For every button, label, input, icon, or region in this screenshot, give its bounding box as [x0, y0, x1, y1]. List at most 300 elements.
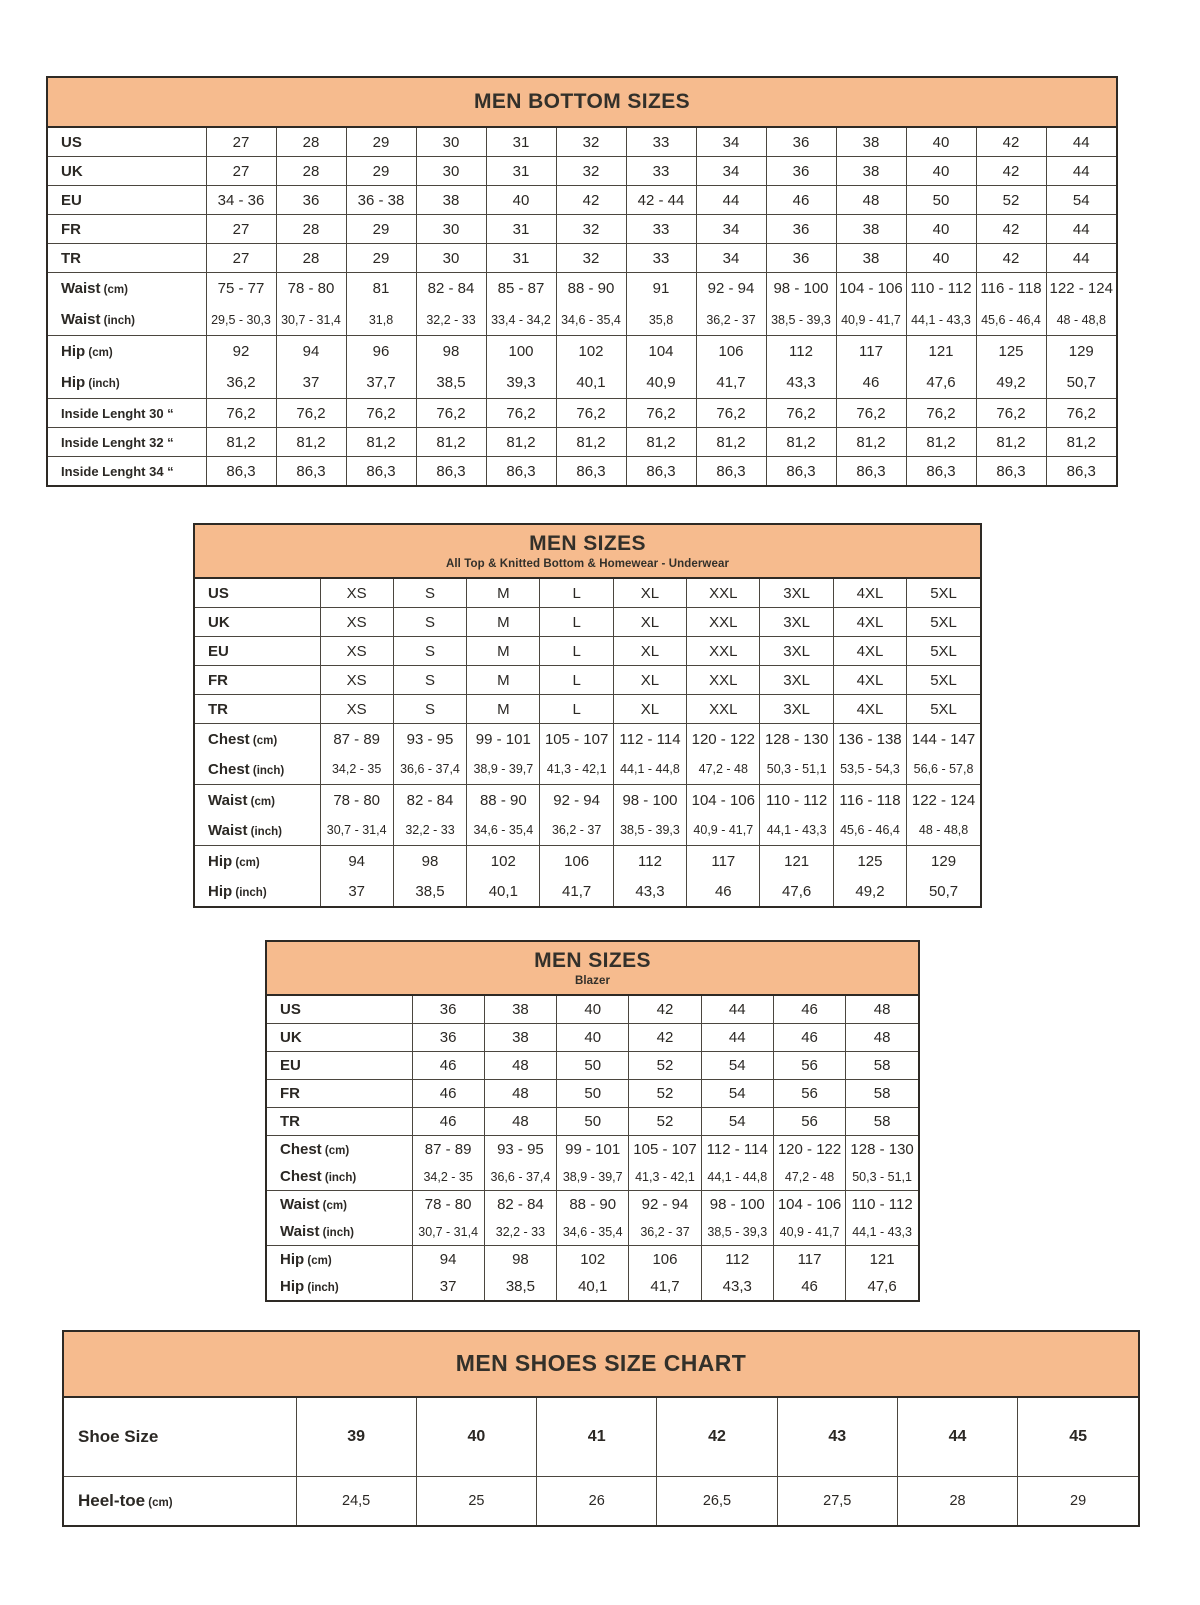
row-label: Chest (inch) [267, 1163, 412, 1191]
table-title: MEN SHOES SIZE CHART [455, 1350, 747, 1377]
men-shoes-size-chart-header [64, 1332, 1138, 1398]
value-cell: 48 - 48,8 [907, 815, 980, 846]
value-cell: 98 [393, 846, 466, 877]
table-row [48, 399, 1116, 428]
value-cell: 40,9 - 41,7 [836, 304, 906, 336]
value-cell: 76,2 [416, 399, 486, 428]
value-cell: 33 [626, 128, 696, 157]
value-cell: 76,2 [1046, 399, 1116, 428]
value-cell: 44 [1046, 244, 1116, 273]
table-row [267, 1218, 918, 1246]
value-cell: 98 [416, 336, 486, 368]
table-row [64, 1398, 1138, 1477]
value-cell: 81,2 [206, 428, 276, 457]
value-cell: 110 - 112 [760, 785, 833, 816]
value-cell: 112 [613, 846, 686, 877]
value-cell: 116 - 118 [976, 273, 1046, 305]
value-cell: 38,9 - 39,7 [557, 1163, 629, 1191]
value-cell: 50,3 - 51,1 [846, 1163, 918, 1191]
value-cell: 38,9 - 39,7 [467, 754, 540, 785]
value-cell: 44,1 - 43,3 [760, 815, 833, 846]
value-cell: 128 - 130 [850, 1141, 914, 1158]
value-cell: 94 [276, 336, 346, 368]
value-cell: 86,3 [836, 457, 906, 486]
value-cell: 58 [846, 1080, 918, 1108]
value-cell: 46 [836, 367, 906, 399]
value-cell: 53,5 - 54,3 [833, 754, 906, 785]
value-cell: 76,2 [626, 399, 696, 428]
table-row [267, 996, 918, 1024]
row-label: Inside Lenght 30 “ [48, 399, 206, 428]
value-cell: 40,9 - 41,7 [773, 1218, 845, 1246]
value-cell: 81,2 [836, 428, 906, 457]
row-label: Inside Lenght 32 “ [48, 428, 206, 457]
value-cell: 40,1 [467, 876, 540, 906]
row-label: US [195, 579, 320, 608]
row-label: UK [195, 608, 320, 637]
value-cell: 48 - 48,8 [1046, 304, 1116, 336]
value-cell: 92 - 94 [540, 785, 613, 816]
value-cell: 4XL [833, 579, 906, 608]
value-cell: 42 [657, 1398, 777, 1477]
table-row [267, 1052, 918, 1080]
value-cell: 32 [556, 128, 626, 157]
value-cell: 38 [836, 157, 906, 186]
value-cell: 104 - 106 [687, 785, 760, 816]
value-cell: 54 [701, 1080, 773, 1108]
value-cell: 45,6 - 46,4 [833, 815, 906, 846]
value-cell: 54 [701, 1052, 773, 1080]
value-cell: 38 [836, 128, 906, 157]
value-cell: 40 [906, 244, 976, 273]
value-cell: M [467, 637, 540, 666]
row-label: Hip (cm) [48, 336, 206, 368]
value-cell: 44,1 - 44,8 [613, 754, 686, 785]
value-cell: 36 [412, 996, 484, 1024]
table-row [195, 754, 980, 785]
value-cell: 125 [833, 846, 906, 877]
value-cell: 26,5 [657, 1477, 777, 1526]
value-cell: 33,4 - 34,2 [486, 304, 556, 336]
value-cell: 36 [766, 244, 836, 273]
value-cell: XXL [687, 637, 760, 666]
row-label: FR [48, 215, 206, 244]
value-cell: 120 - 122 [687, 724, 760, 755]
value-cell: 56 [773, 1108, 845, 1136]
value-cell: 29 [346, 157, 416, 186]
value-cell: XL [613, 579, 686, 608]
value-cell: 38,5 - 39,3 [701, 1218, 773, 1246]
value-cell: 48 [846, 996, 918, 1024]
value-cell: 29 [346, 215, 416, 244]
row-label: Hip (cm) [195, 846, 320, 877]
value-cell: XL [613, 637, 686, 666]
table-row [48, 157, 1116, 186]
value-cell: 106 [540, 846, 613, 877]
table-row [64, 1477, 1138, 1526]
row-label: Waist (cm) [48, 273, 206, 305]
row-label: UK [48, 157, 206, 186]
value-cell: 48 [484, 1108, 556, 1136]
value-cell: 46 [412, 1108, 484, 1136]
value-cell: 99 - 101 [467, 724, 540, 755]
value-cell: 96 [346, 336, 416, 368]
value-cell: 122 - 124 [911, 791, 976, 809]
value-cell: L [540, 608, 613, 637]
value-cell: 38,5 [484, 1273, 556, 1300]
value-cell: 45,6 - 46,4 [976, 304, 1046, 336]
value-cell: 47,2 - 48 [687, 754, 760, 785]
value-cell: 105 - 107 [629, 1136, 701, 1164]
value-cell: 117 [836, 336, 906, 368]
value-cell: 81,2 [906, 428, 976, 457]
value-cell: 76,2 [976, 399, 1046, 428]
value-cell: 38 [416, 186, 486, 215]
table-row [48, 244, 1116, 273]
row-label: US [48, 128, 206, 157]
value-cell: L [540, 579, 613, 608]
value-cell: 27 [206, 157, 276, 186]
value-cell: 38 [484, 996, 556, 1024]
value-cell: 34,6 - 35,4 [556, 304, 626, 336]
value-cell: 52 [629, 1080, 701, 1108]
value-cell: 76,2 [556, 399, 626, 428]
value-cell: 86,3 [626, 457, 696, 486]
value-cell: 75 - 77 [206, 273, 276, 305]
value-cell: 36 - 38 [346, 186, 416, 215]
value-cell: 44 [701, 996, 773, 1024]
value-cell: 3XL [760, 695, 833, 724]
value-cell: 81,2 [276, 428, 346, 457]
value-cell: 102 [557, 1246, 629, 1274]
table-row [195, 579, 980, 608]
table-row [48, 457, 1116, 486]
value-cell: 3XL [760, 608, 833, 637]
value-cell: XXL [687, 579, 760, 608]
value-cell: 81,2 [486, 428, 556, 457]
value-cell: 45 [1018, 1398, 1138, 1477]
value-cell: M [467, 666, 540, 695]
value-cell: 112 - 114 [613, 724, 686, 755]
table-row [195, 637, 980, 666]
value-cell: 37 [320, 876, 393, 906]
value-cell: 34,2 - 35 [320, 754, 393, 785]
value-cell: XXL [687, 695, 760, 724]
value-cell: 81,2 [556, 428, 626, 457]
value-cell: 44 [696, 186, 766, 215]
value-cell: 88 - 90 [556, 273, 626, 305]
table-title: MEN SIZES [529, 532, 646, 556]
value-cell: 38,5 - 39,3 [613, 815, 686, 846]
row-label: Hip (inch) [195, 876, 320, 906]
table-row [48, 336, 1116, 368]
value-cell: 76,2 [696, 399, 766, 428]
value-cell: 5XL [907, 695, 980, 724]
value-cell: 76,2 [206, 399, 276, 428]
value-cell: 36,6 - 37,4 [484, 1163, 556, 1191]
value-cell: 44 [1046, 215, 1116, 244]
value-cell: 46 [773, 1273, 845, 1300]
value-cell: 33 [626, 215, 696, 244]
value-cell: L [540, 666, 613, 695]
value-cell: 56,6 - 57,8 [907, 754, 980, 785]
men-shoes-size-chart-table [62, 1330, 1140, 1527]
value-cell: 42 [629, 996, 701, 1024]
value-cell: 50 [557, 1080, 629, 1108]
value-cell: 50 [557, 1052, 629, 1080]
value-cell: 31 [486, 128, 556, 157]
value-cell: 4XL [833, 608, 906, 637]
value-cell: 105 - 107 [540, 724, 613, 755]
value-cell: 117 [773, 1246, 845, 1274]
value-cell: 28 [276, 244, 346, 273]
value-cell: 32 [556, 157, 626, 186]
value-cell: 88 - 90 [557, 1191, 629, 1219]
value-cell: 29 [1070, 1493, 1087, 1509]
value-cell: 76,2 [486, 399, 556, 428]
table-row [195, 666, 980, 695]
row-label: EU [267, 1052, 412, 1080]
value-cell: 94 [320, 846, 393, 877]
value-cell: 34 [696, 157, 766, 186]
value-cell: 54 [701, 1108, 773, 1136]
value-cell: 3XL [760, 579, 833, 608]
value-cell: 33 [626, 244, 696, 273]
value-cell: 27,5 [777, 1477, 897, 1526]
value-cell: 40 [416, 1398, 536, 1477]
value-cell: 78 - 80 [276, 273, 346, 305]
value-cell: 36 [276, 186, 346, 215]
value-cell: 47,6 [867, 1278, 897, 1295]
table-subtitle: All Top & Knitted Bottom & Homewear - Underwear [445, 557, 730, 570]
value-cell: 5XL [907, 608, 980, 637]
row-label: Heel-toe (cm) [64, 1477, 296, 1526]
men-sizes-top-grid [195, 579, 980, 906]
value-cell: 36 [766, 157, 836, 186]
value-cell: 38,5 - 39,3 [766, 304, 836, 336]
value-cell: 34 [696, 128, 766, 157]
value-cell: XS [320, 579, 393, 608]
value-cell: 44 [1046, 157, 1116, 186]
value-cell: 34,6 - 35,4 [557, 1218, 629, 1246]
value-cell: 93 - 95 [393, 724, 466, 755]
value-cell: 50 [557, 1108, 629, 1136]
value-cell: 112 [701, 1246, 773, 1274]
value-cell: 121 [760, 846, 833, 877]
value-cell: 40,1 [556, 367, 626, 399]
row-label: Waist (cm) [267, 1191, 412, 1219]
value-cell: 104 [626, 336, 696, 368]
value-cell: 38 [836, 215, 906, 244]
men-sizes-top-header [195, 525, 980, 579]
value-cell: 86,3 [1066, 462, 1096, 480]
value-cell: 42 [976, 128, 1046, 157]
value-cell: 36,2 - 37 [696, 304, 766, 336]
value-cell: 37 [276, 367, 346, 399]
value-cell: 47,6 [906, 367, 976, 399]
value-cell: L [540, 695, 613, 724]
value-cell: 76,2 [276, 399, 346, 428]
value-cell: 40,9 [626, 367, 696, 399]
value-cell: 40,9 - 41,7 [687, 815, 760, 846]
value-cell: 81 [346, 273, 416, 305]
table-row [267, 1273, 918, 1300]
row-label: Waist (inch) [267, 1218, 412, 1246]
value-cell: 104 - 106 [836, 273, 906, 305]
value-cell: 52 [629, 1052, 701, 1080]
value-cell: 28 [276, 157, 346, 186]
value-cell: 44 [1046, 128, 1116, 157]
value-cell: 41,3 - 42,1 [540, 754, 613, 785]
value-cell: 46 [766, 186, 836, 215]
value-cell: 25 [416, 1477, 536, 1526]
row-label: EU [48, 186, 206, 215]
value-cell: 28 [897, 1477, 1017, 1526]
value-cell: 28 [276, 128, 346, 157]
value-cell: 27 [206, 244, 276, 273]
value-cell: 81,2 [346, 428, 416, 457]
value-cell: 40 [486, 186, 556, 215]
value-cell: 144 - 147 [911, 730, 976, 748]
value-cell: XS [320, 637, 393, 666]
value-cell: 30 [416, 128, 486, 157]
value-cell: 46 [773, 1024, 845, 1052]
value-cell: S [393, 695, 466, 724]
men-bottom-sizes-grid [48, 128, 1116, 485]
table-row [267, 1136, 918, 1164]
value-cell: 5XL [907, 579, 980, 608]
value-cell: 5XL [907, 666, 980, 695]
value-cell: 106 [629, 1246, 701, 1274]
value-cell: XL [613, 608, 686, 637]
row-label: Hip (inch) [48, 367, 206, 399]
value-cell: 76,2 [836, 399, 906, 428]
men-bottom-sizes-table [46, 76, 1118, 487]
value-cell: 122 - 124 [1049, 280, 1113, 297]
table-row [48, 428, 1116, 457]
value-cell: 36 [766, 128, 836, 157]
value-cell: 52 [629, 1108, 701, 1136]
value-cell: S [393, 637, 466, 666]
value-cell: 30,7 - 31,4 [320, 815, 393, 846]
value-cell: 30,7 - 31,4 [412, 1218, 484, 1246]
value-cell: XS [320, 666, 393, 695]
value-cell: 82 - 84 [484, 1191, 556, 1219]
value-cell: 87 - 89 [412, 1136, 484, 1164]
value-cell: 91 [626, 273, 696, 305]
value-cell: M [467, 579, 540, 608]
table-row [48, 273, 1116, 305]
value-cell: 3XL [760, 666, 833, 695]
value-cell: 39,3 [486, 367, 556, 399]
value-cell: 86,3 [766, 457, 836, 486]
value-cell: 5XL [907, 637, 980, 666]
value-cell: XXL [687, 608, 760, 637]
value-cell: 86,3 [416, 457, 486, 486]
value-cell: 78 - 80 [412, 1191, 484, 1219]
row-label: Inside Lenght 34 “ [48, 457, 206, 486]
value-cell: 48 [846, 1024, 918, 1052]
value-cell: 42 [629, 1024, 701, 1052]
value-cell: 31 [486, 215, 556, 244]
value-cell: 82 - 84 [416, 273, 486, 305]
value-cell: 86,3 [486, 457, 556, 486]
value-cell: 120 - 122 [773, 1136, 845, 1164]
value-cell: 44 [897, 1398, 1017, 1477]
table-row [195, 846, 980, 877]
value-cell: 42 [556, 186, 626, 215]
value-cell: 86,3 [346, 457, 416, 486]
value-cell: 29,5 - 30,3 [206, 304, 276, 336]
value-cell: 30,7 - 31,4 [276, 304, 346, 336]
men-sizes-blazer-header [267, 942, 918, 996]
value-cell: 110 - 112 [906, 273, 976, 305]
value-cell: 31,8 [346, 304, 416, 336]
value-cell: 46 [773, 996, 845, 1024]
value-cell: 92 - 94 [629, 1191, 701, 1219]
value-cell: XS [320, 695, 393, 724]
value-cell: 24,5 [296, 1477, 416, 1526]
value-cell: 42 [976, 244, 1046, 273]
value-cell: 30 [416, 157, 486, 186]
value-cell: 32,2 - 33 [416, 304, 486, 336]
value-cell: 44,1 - 44,8 [701, 1163, 773, 1191]
row-label: Hip (cm) [267, 1246, 412, 1274]
value-cell: 56 [773, 1052, 845, 1080]
row-label: EU [195, 637, 320, 666]
value-cell: 47,2 - 48 [773, 1163, 845, 1191]
value-cell: 117 [687, 846, 760, 877]
value-cell: XS [320, 608, 393, 637]
value-cell: 41,7 [540, 876, 613, 906]
table-title: MEN SIZES [534, 949, 651, 973]
value-cell: 27 [206, 128, 276, 157]
row-label: FR [267, 1080, 412, 1108]
value-cell: 36 [766, 215, 836, 244]
value-cell: 78 - 80 [320, 785, 393, 816]
row-label: Chest (cm) [195, 724, 320, 755]
value-cell: 110 - 112 [851, 1196, 913, 1213]
value-cell: 86,3 [906, 457, 976, 486]
value-cell: 37 [412, 1273, 484, 1300]
value-cell: 102 [556, 336, 626, 368]
value-cell: 4XL [833, 637, 906, 666]
value-cell: 43,3 [766, 367, 836, 399]
value-cell: 81,2 [1046, 428, 1116, 457]
row-label: Waist (cm) [195, 785, 320, 816]
value-cell: 4XL [833, 695, 906, 724]
value-cell: 37,7 [346, 367, 416, 399]
value-cell: 92 [206, 336, 276, 368]
value-cell: 34 - 36 [206, 186, 276, 215]
row-label: TR [267, 1108, 412, 1136]
value-cell: S [393, 579, 466, 608]
table-row [195, 785, 980, 816]
row-label: TR [48, 244, 206, 273]
value-cell: 27 [206, 215, 276, 244]
men-sizes-blazer-grid [267, 996, 918, 1300]
value-cell: 100 [486, 336, 556, 368]
value-cell: 88 - 90 [467, 785, 540, 816]
value-cell: 106 [696, 336, 766, 368]
value-cell: 47,6 [760, 876, 833, 906]
value-cell: 38 [836, 244, 906, 273]
value-cell: 4XL [833, 666, 906, 695]
value-cell: 58 [846, 1052, 918, 1080]
value-cell: 56 [773, 1080, 845, 1108]
value-cell: 48 [836, 186, 906, 215]
value-cell: L [540, 637, 613, 666]
